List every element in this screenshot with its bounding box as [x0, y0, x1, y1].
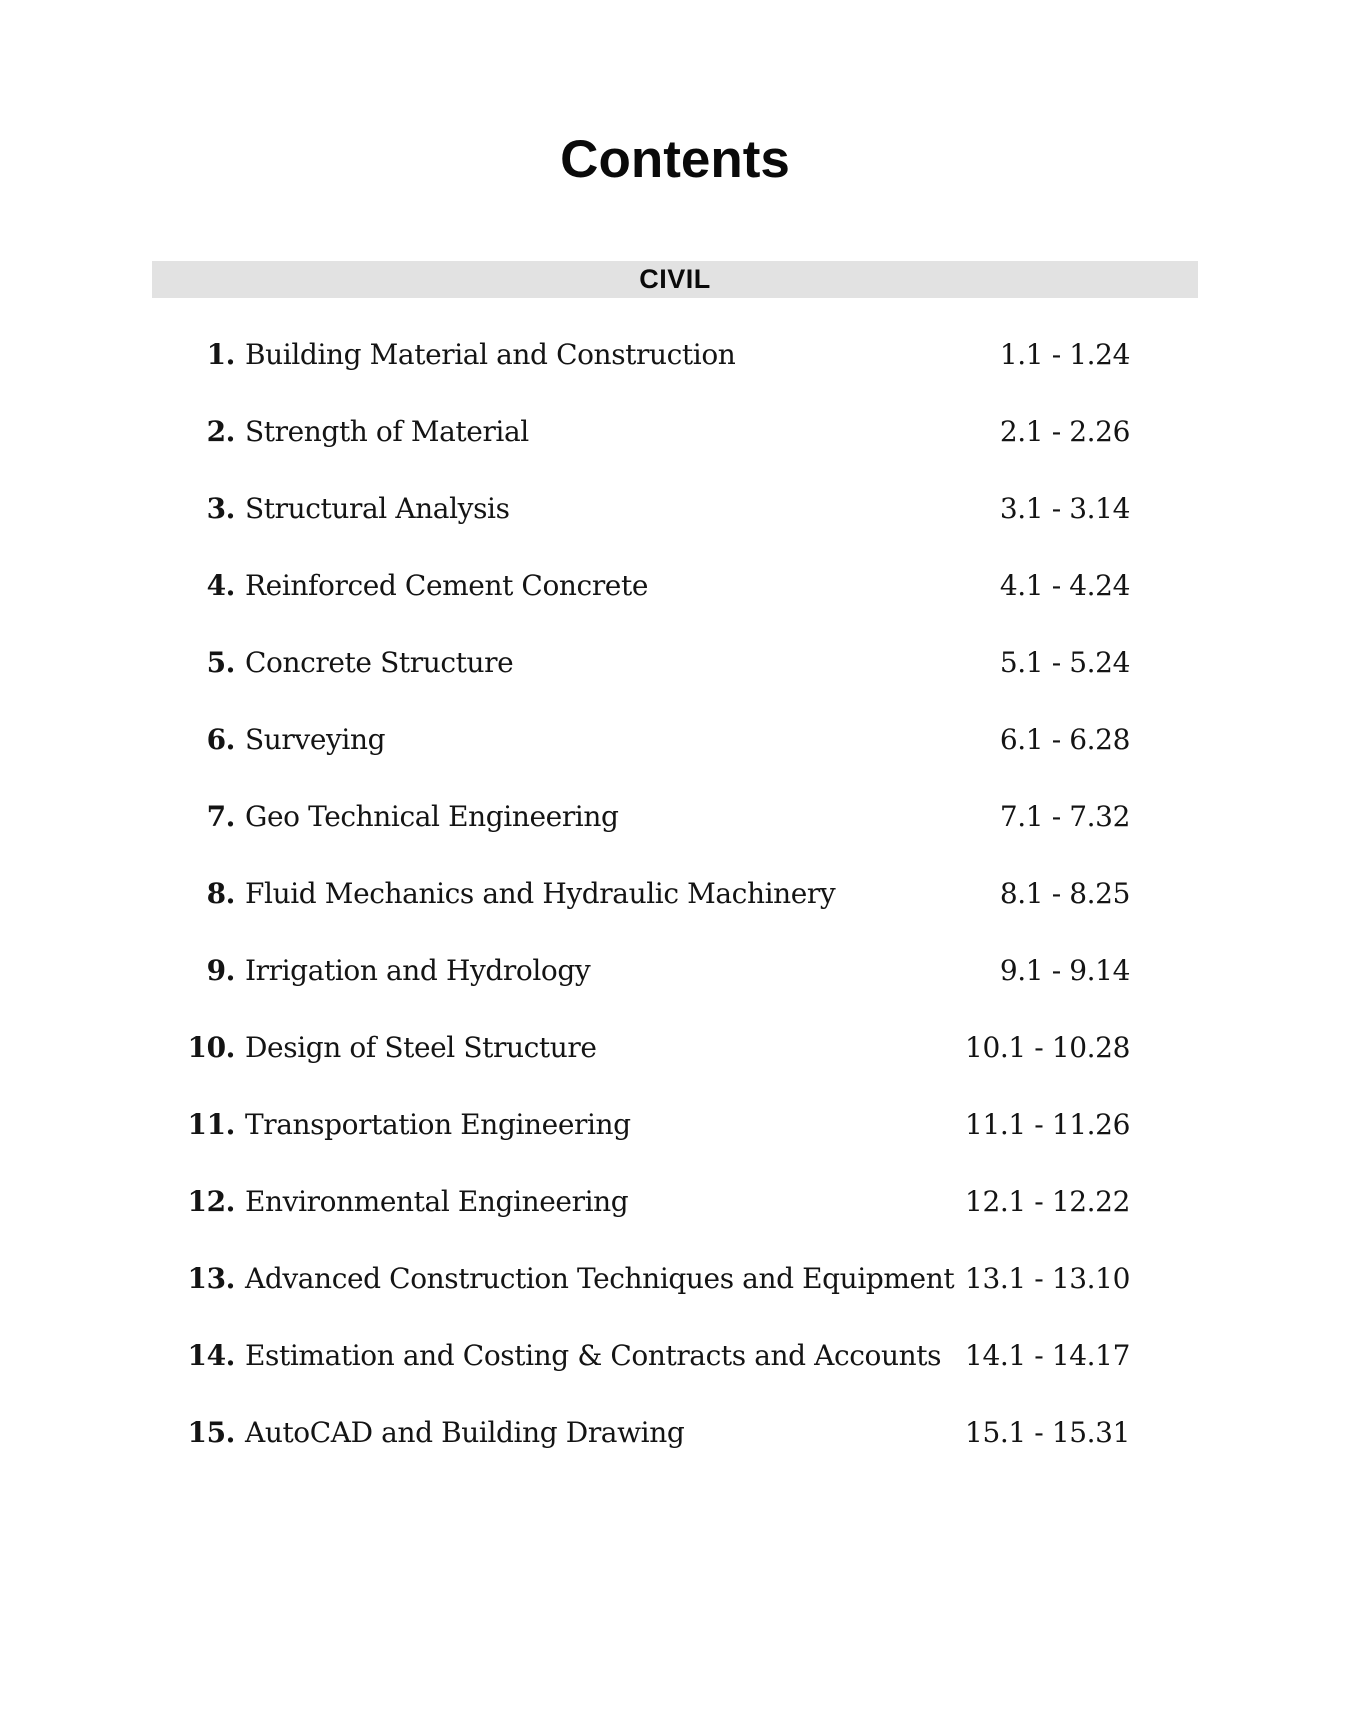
toc-item [170, 571, 1130, 648]
toc-item [170, 494, 1130, 571]
toc-item-number: 10. [187, 1031, 235, 1064]
toc-item [170, 340, 1130, 417]
toc-item-title: Building Material and Construction [245, 338, 736, 371]
toc-item [170, 1187, 1130, 1264]
toc-item-pages: 2.1 - 2.26 [999, 415, 1130, 448]
toc-item-title: Structural Analysis [245, 492, 510, 525]
toc-item [170, 417, 1130, 494]
toc-item-title: Environmental Engineering [245, 1185, 629, 1218]
toc-item-pages: 15.1 - 15.31 [965, 1416, 1130, 1449]
toc-item-pages: 11.1 - 11.26 [965, 1108, 1130, 1141]
toc-item-number: 3. [206, 492, 235, 525]
toc-item [170, 1418, 1130, 1495]
toc-item [170, 725, 1130, 802]
page-title: Contents [560, 130, 790, 189]
toc-item-pages: 8.1 - 8.25 [999, 877, 1130, 910]
toc-item-pages: 3.1 - 3.14 [999, 492, 1130, 525]
toc-item [170, 648, 1130, 725]
toc-item-pages: 14.1 - 14.17 [965, 1339, 1130, 1372]
toc-item-number: 5. [206, 646, 235, 679]
toc-item-number: 4. [206, 569, 235, 602]
toc-item-pages: 4.1 - 4.24 [999, 569, 1130, 602]
toc-item [170, 956, 1130, 1033]
toc-item-title: Reinforced Cement Concrete [245, 569, 648, 602]
toc-item-number: 1. [206, 338, 235, 371]
toc-item-number: 7. [206, 800, 235, 833]
toc-item-number: 2. [206, 415, 235, 448]
toc-item-pages: 5.1 - 5.24 [999, 646, 1130, 679]
toc-item-pages: 10.1 - 10.28 [965, 1031, 1130, 1064]
toc-item-number: 8. [206, 877, 235, 910]
toc-item-number: 13. [187, 1262, 235, 1295]
toc-item-number: 6. [206, 723, 235, 756]
toc-list [170, 340, 1130, 1495]
toc-item-number: 12. [187, 1185, 235, 1218]
toc-item-title: Transportation Engineering [245, 1108, 631, 1141]
toc-item-title: Irrigation and Hydrology [245, 954, 591, 987]
toc-item-pages: 6.1 - 6.28 [999, 723, 1130, 756]
toc-item [170, 1033, 1130, 1110]
toc-item-title: AutoCAD and Building Drawing [245, 1416, 685, 1449]
toc-item-pages: 9.1 - 9.14 [999, 954, 1130, 987]
toc-item [170, 1341, 1130, 1418]
toc-item-number: 14. [187, 1339, 235, 1372]
toc-item-title: Advanced Construction Techniques and Equipment [245, 1262, 955, 1295]
toc-item-number: 9. [206, 954, 235, 987]
toc-item-pages: 7.1 - 7.32 [999, 800, 1130, 833]
toc-item [170, 879, 1130, 956]
toc-item-title: Estimation and Costing & Contracts and Accounts [245, 1339, 942, 1372]
toc-item-number: 15. [187, 1416, 235, 1449]
toc-item-title: Fluid Mechanics and Hydraulic Machinery [245, 877, 836, 910]
section-band [152, 261, 1198, 298]
toc-item-title: Concrete Structure [245, 646, 514, 679]
section-label: CIVIL [639, 264, 711, 294]
toc-item-number: 11. [187, 1108, 235, 1141]
toc-item-title: Surveying [245, 723, 386, 756]
toc-item-pages: 1.1 - 1.24 [999, 338, 1130, 371]
toc-item [170, 1264, 1130, 1341]
toc-item [170, 802, 1130, 879]
toc-item [170, 1110, 1130, 1187]
toc-item-pages: 13.1 - 13.10 [965, 1262, 1130, 1295]
toc-item-title: Geo Technical Engineering [245, 800, 619, 833]
toc-item-title: Strength of Material [245, 415, 529, 448]
toc-item-pages: 12.1 - 12.22 [965, 1185, 1130, 1218]
toc-item-title: Design of Steel Structure [245, 1031, 597, 1064]
